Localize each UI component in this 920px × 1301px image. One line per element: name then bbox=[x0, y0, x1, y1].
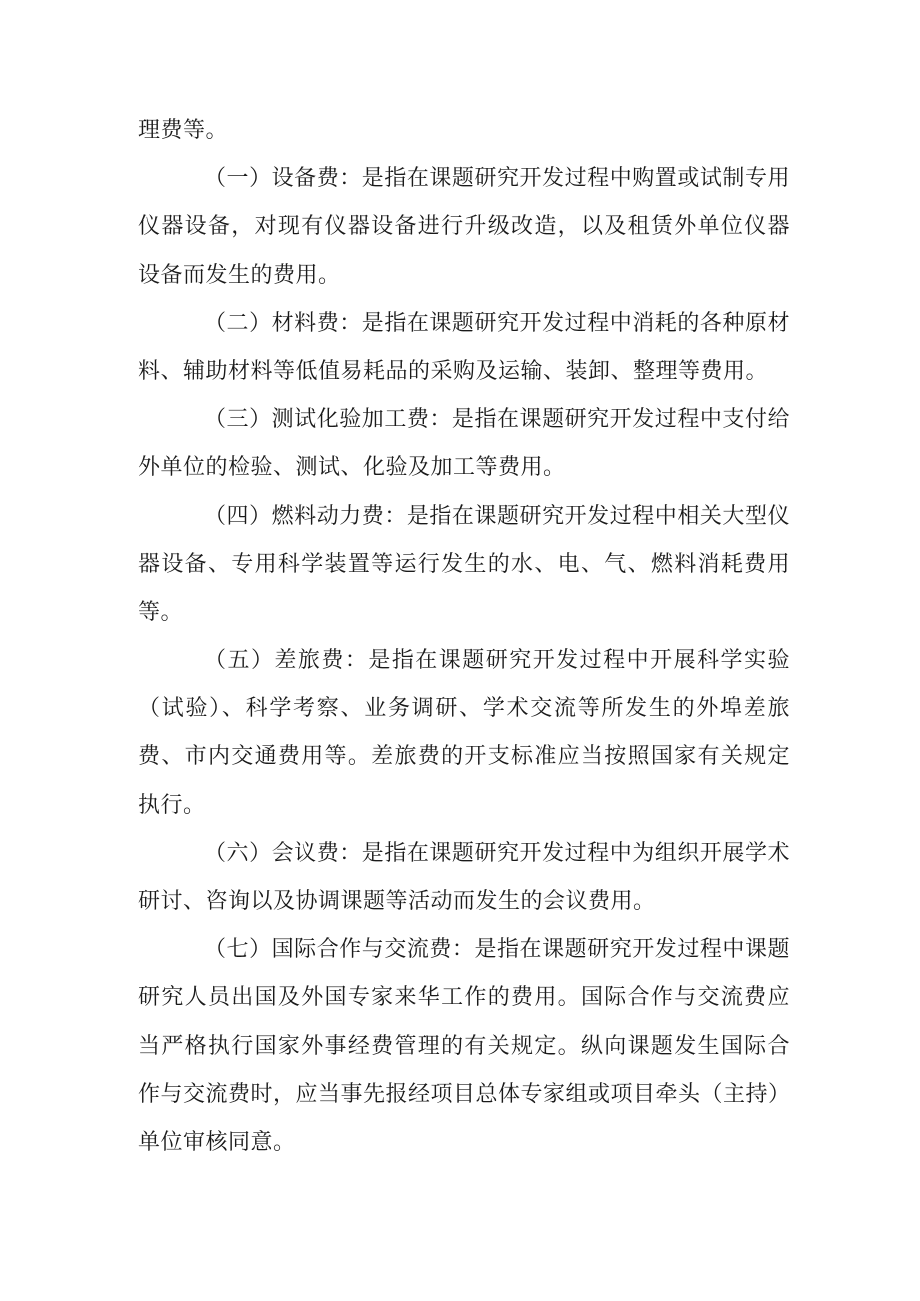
text-line: 研讨、咨询以及协调课题等活动而发生的会议费用。 bbox=[138, 889, 656, 914]
text-line: 器设备、专用科学装置等运行发生的水、电、气、燃料消耗费用 bbox=[138, 551, 790, 577]
text-line: 执行。 bbox=[138, 792, 206, 818]
text-line: 单位审核同意。 bbox=[138, 1129, 296, 1155]
text-line: 料、辅助材料等低值易耗品的采购及运输、装卸、整理等费用。 bbox=[138, 358, 769, 384]
document-body bbox=[138, 107, 790, 1167]
text-line: （五）差旅费：是指在课题研究开发过程中开展科学实验 bbox=[204, 648, 790, 674]
text-line: 外单位的检验、测试、化验及加工等费用。 bbox=[138, 455, 566, 481]
text-line: 设备而发生的费用。 bbox=[138, 262, 341, 288]
text-line: 仪器设备，对现有仪器设备进行升级改造，以及租赁外单位仪器 bbox=[138, 214, 790, 240]
text-line: 当严格执行国家外事经费管理的有关规定。纵向课题发生国际合 bbox=[138, 1033, 790, 1059]
text-line: （一）设备费：是指在课题研究开发过程中购置或试制专用 bbox=[204, 166, 790, 192]
text-line: 等。 bbox=[138, 599, 184, 625]
text-line: （二）材料费：是指在课题研究开发过程中消耗的各种原材 bbox=[204, 310, 790, 336]
text-line: （三）测试化验加工费：是指在课题研究开发过程中支付给 bbox=[204, 407, 790, 433]
text-line: 理费等。 bbox=[138, 118, 229, 143]
text-line: （四）燃料动力费：是指在课题研究开发过程中相关大型仪 bbox=[204, 503, 790, 529]
text-line: 作与交流费时，应当事先报经项目总体专家组或项目牵头（主持） bbox=[138, 1081, 791, 1107]
text-line: 费、市内交通费用等。差旅费的开支标准应当按照国家有关规定 bbox=[138, 744, 790, 770]
text-line: （七）国际合作与交流费：是指在课题研究开发过程中课题 bbox=[204, 937, 790, 963]
text-line: 研究人员出国及外国专家来华工作的费用。国际合作与交流费应 bbox=[138, 985, 790, 1011]
text-line: （六）会议费：是指在课题研究开发过程中为组织开展学术 bbox=[204, 840, 790, 866]
text-line: （试验）、科学考察、业务调研、学术交流等所发生的外埠差旅 bbox=[138, 696, 790, 722]
